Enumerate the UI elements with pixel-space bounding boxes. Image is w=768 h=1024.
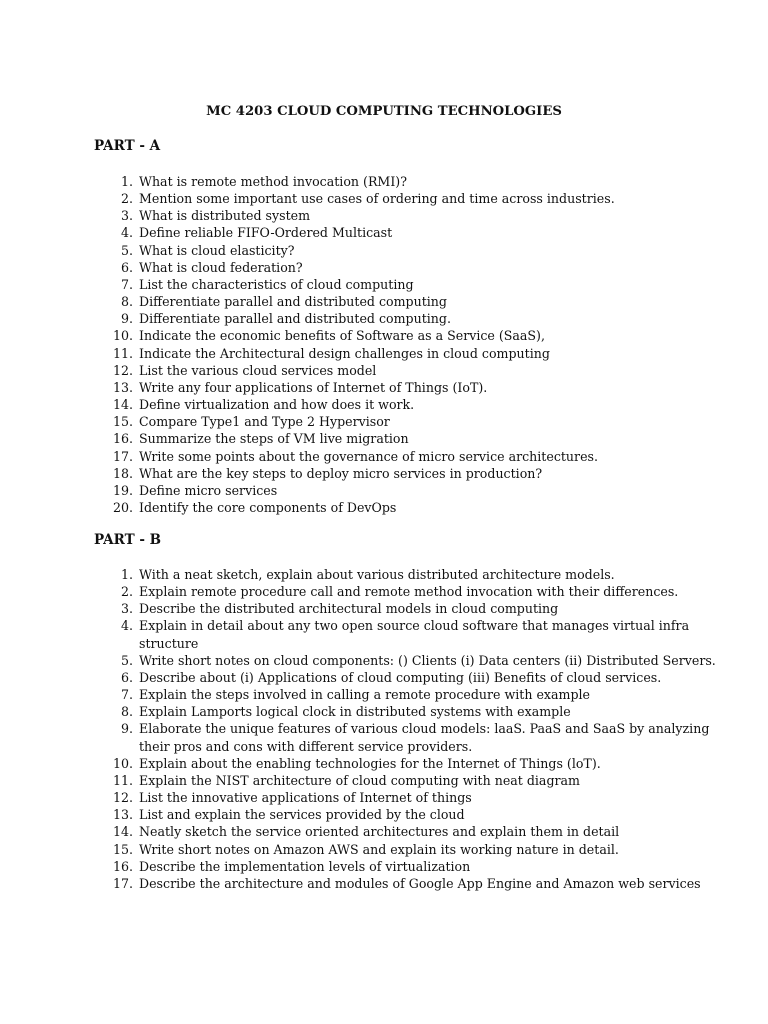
question-number: 16. — [112, 858, 133, 874]
question-number: 13. — [112, 807, 133, 823]
part_a-question-item — [0, 396, 768, 413]
part_b-question-item — [0, 823, 768, 840]
question-number: 7. — [120, 687, 133, 703]
part_b-question-item — [0, 720, 768, 754]
document-title: MC 4203 CLOUD COMPUTING TECHNOLOGIES — [206, 104, 562, 119]
question-text: Describe the distributed architectural models in cloud computing — [139, 601, 559, 617]
question-number: 10. — [112, 755, 133, 771]
question-number: 14. — [112, 397, 133, 413]
question-number: 14. — [112, 824, 133, 840]
question-text: Write any four applications of Internet of Things (IoT). — [139, 379, 488, 395]
question-number: 8. — [120, 294, 133, 310]
question-text: Differentiate parallel and distributed computing — [139, 294, 447, 310]
part_a-question-item — [0, 465, 768, 482]
question-text-continuation: their pros and cons with different service providers. — [139, 738, 473, 754]
part-a-question-list — [0, 173, 768, 516]
question-text: Mention some important use cases of ordering and time across industries. — [139, 191, 615, 207]
part_a-question-item — [0, 173, 768, 190]
question-text-continuation: structure — [139, 635, 199, 651]
part_b-question-item — [0, 652, 768, 669]
question-text: Define micro services — [139, 482, 278, 498]
question-text: Explain Lamports logical clock in distributed systems with example — [139, 704, 571, 720]
part-b-question-list — [0, 566, 768, 892]
question-text: Elaborate the unique features of various cloud models: laaS. PaaS and SaaS by analyzing — [139, 721, 710, 737]
question-text: List the various cloud services model — [139, 362, 377, 378]
part_a-question-item — [0, 499, 768, 516]
question-number: 1. — [120, 174, 133, 189]
question-text: Write short notes on Amazon AWS and explain its working nature in detail. — [139, 841, 619, 857]
question-number: 16. — [112, 431, 133, 447]
question-text: Explain in detail about any two open source cloud software that manages virtual infra — [139, 618, 690, 634]
question-text: Describe the architecture and modules of Google App Engine and Amazon web services — [139, 875, 701, 891]
question-text: Explain about the enabling technologies for the Internet of Things (loT). — [139, 755, 601, 771]
part-a-heading: PART - A — [94, 138, 161, 154]
question-text: Identify the core components of DevOps — [139, 499, 397, 515]
question-number: 2. — [120, 191, 133, 207]
question-text: Compare Type1 and Type 2 Hypervisor — [139, 414, 390, 430]
question-number: 19. — [112, 482, 133, 498]
question-text: With a neat sketch, explain about various distributed architecture models. — [139, 567, 615, 582]
part_a-question-item — [0, 345, 768, 362]
question-text: What is cloud elasticity? — [139, 242, 295, 258]
question-text: List the characteristics of cloud computing — [139, 276, 414, 292]
question-number: 7. — [120, 276, 133, 292]
question-text: Write some points about the governance of micro service architectures. — [139, 448, 598, 464]
question-text: Describe about (i) Applications of cloud computing (iii) Benefits of cloud services. — [139, 669, 662, 685]
question-number: 11. — [112, 345, 133, 361]
question-number: 18. — [112, 465, 133, 481]
question-text: Define reliable FIFO-Ordered Multicast — [139, 225, 393, 241]
part_a-question-item — [0, 190, 768, 207]
question-number: 17. — [112, 448, 133, 464]
part_a-question-item — [0, 207, 768, 224]
question-number: 2. — [120, 584, 133, 600]
question-text: Write short notes on cloud components: () Clients (i) Data centers (ii) Distributed Servers. — [139, 652, 716, 668]
question-text: Explain remote procedure call and remote method invocation with their differences. — [139, 584, 679, 600]
question-text: What is distributed system — [139, 208, 311, 224]
question-text: Neatly sketch the service oriented architectures and explain them in detail — [139, 824, 620, 840]
question-number: 6. — [120, 669, 133, 685]
question-text: List and explain the services provided by the cloud — [139, 807, 465, 823]
question-text: List the innovative applications of Internet of things — [139, 790, 472, 806]
part_a-question-item — [0, 413, 768, 430]
part_b-question-item — [0, 789, 768, 806]
part_b-question-item — [0, 583, 768, 600]
question-number: 12. — [112, 790, 133, 806]
question-number: 8. — [120, 704, 133, 720]
question-number: 4. — [120, 618, 133, 634]
question-text: What is cloud federation? — [139, 259, 303, 275]
question-number: 6. — [120, 259, 133, 275]
question-number: 9. — [120, 721, 133, 737]
question-number: 10. — [112, 328, 133, 344]
part_a-question-item — [0, 310, 768, 327]
question-number: 17. — [112, 875, 133, 891]
question-number: 5. — [120, 242, 133, 258]
part_b-question-item — [0, 755, 768, 772]
question-number: 20. — [112, 499, 133, 515]
part_a-question-item — [0, 293, 768, 310]
part_a-question-item — [0, 379, 768, 396]
question-text: Differentiate parallel and distributed computing. — [139, 311, 451, 327]
question-text: Explain the NIST architecture of cloud computing with neat diagram — [139, 772, 580, 788]
question-number: 12. — [112, 362, 133, 378]
question-text: What are the key steps to deploy micro services in production? — [139, 465, 543, 481]
question-number: 11. — [112, 772, 133, 788]
question-number: 1. — [120, 567, 133, 582]
part_b-question-item — [0, 600, 768, 617]
part_a-question-item — [0, 224, 768, 241]
question-text: Summarize the steps of VM live migration — [139, 431, 409, 447]
part_a-question-item — [0, 327, 768, 344]
part_b-question-item — [0, 566, 768, 583]
part_b-question-item — [0, 669, 768, 686]
part_b-question-item — [0, 858, 768, 875]
part_a-question-item — [0, 242, 768, 259]
part_b-question-item — [0, 617, 768, 651]
part-b-heading: PART - B — [94, 532, 162, 548]
question-number: 3. — [120, 601, 133, 617]
question-number: 4. — [120, 225, 133, 241]
question-text: Indicate the economic benefits of Software as a Service (SaaS), — [139, 328, 545, 344]
part_a-question-item — [0, 259, 768, 276]
part_a-question-item — [0, 482, 768, 499]
part_b-question-item — [0, 806, 768, 823]
question-number: 13. — [112, 379, 133, 395]
question-number: 5. — [120, 652, 133, 668]
question-number: 3. — [120, 208, 133, 224]
part_a-question-item — [0, 276, 768, 293]
part_a-question-item — [0, 430, 768, 447]
question-number: 15. — [112, 841, 133, 857]
question-text: What is remote method invocation (RMI)? — [139, 174, 407, 189]
part_b-question-item — [0, 841, 768, 858]
part_b-question-item — [0, 875, 768, 892]
question-number: 9. — [120, 311, 133, 327]
question-text: Explain the steps involved in calling a remote procedure with example — [139, 687, 591, 703]
question-text: Describe the implementation levels of virtualization — [139, 858, 471, 874]
part_a-question-item — [0, 448, 768, 465]
question-text: Indicate the Architectural design challenges in cloud computing — [139, 345, 550, 361]
part_b-question-item — [0, 703, 768, 720]
question-number: 15. — [112, 414, 133, 430]
part_b-question-item — [0, 686, 768, 703]
part_b-question-item — [0, 772, 768, 789]
part_a-question-item — [0, 362, 768, 379]
question-text: Define virtualization and how does it work. — [139, 397, 415, 413]
